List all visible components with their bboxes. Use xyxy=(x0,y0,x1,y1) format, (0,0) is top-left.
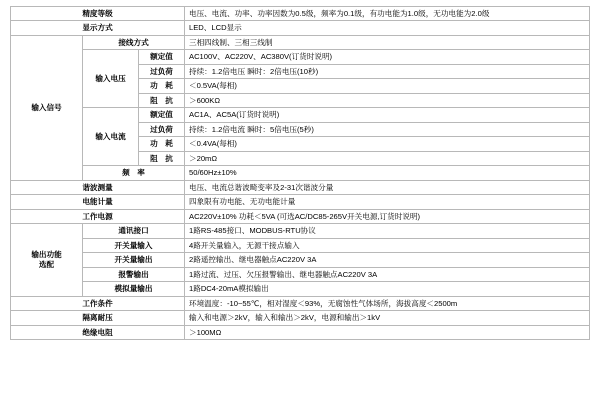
row-value-current-overload: 持续：1.2倍电流 瞬时：5倍电压(5秒) xyxy=(185,122,590,136)
row-label-energy-metering: 电能计量 xyxy=(11,195,185,209)
table-row xyxy=(11,7,590,21)
row-value-analog-output: 1路DC4-20mA模拟输出 xyxy=(185,282,590,296)
row-value-voltage-consumption: ＜0.5VA(每相) xyxy=(185,79,590,93)
row-label-harmonic-measurement: 谐波测量 xyxy=(11,180,185,194)
row-label-input-signal: 输入信号 xyxy=(11,35,83,180)
row-value-voltage-impedance: ＞600KΩ xyxy=(185,93,590,107)
row-label-wiring-mode: 接线方式 xyxy=(83,35,185,49)
table-row xyxy=(11,195,590,209)
table-row xyxy=(11,166,590,180)
row-label-current-rated: 额定值 xyxy=(139,108,185,122)
row-value-frequency: 50/60Hz±10% xyxy=(185,166,590,180)
row-label-input-voltage: 输入电压 xyxy=(83,50,139,108)
table-row xyxy=(11,35,590,49)
table-row xyxy=(11,325,590,339)
row-value-working-conditions: 环境温度：-10~55℃，相对湿度＜93%，无腐蚀性气体场所，海拔高度＜2500m xyxy=(185,296,590,310)
row-label-accuracy-class: 精度等级 xyxy=(11,7,185,21)
table-row xyxy=(11,311,590,325)
row-value-display-mode: LED、LCD显示 xyxy=(185,21,590,35)
row-label-isolation-withstand-voltage: 隔离耐压 xyxy=(11,311,185,325)
row-label-input-current: 输入电流 xyxy=(83,108,139,166)
row-label-voltage-rated: 额定值 xyxy=(139,50,185,64)
row-value-insulation-resistance: ＞100MΩ xyxy=(185,325,590,339)
row-label-alarm-output: 报警输出 xyxy=(83,267,185,281)
row-label-insulation-resistance: 绝缘电阻 xyxy=(11,325,185,339)
table-row xyxy=(11,108,590,122)
row-label-frequency: 频 率 xyxy=(83,166,185,180)
row-label-analog-output: 模拟量输出 xyxy=(83,282,185,296)
row-value-current-consumption: ＜0.4VA(每相) xyxy=(185,137,590,151)
row-label-comm-interface: 通讯接口 xyxy=(83,224,185,238)
output-function-label-line1: 输出功能 xyxy=(31,250,62,260)
table-row xyxy=(11,296,590,310)
row-label-digital-input: 开关量输入 xyxy=(83,238,185,252)
row-label-working-power: 工作电源 xyxy=(11,209,185,223)
table-row xyxy=(11,238,590,252)
table-row xyxy=(11,209,590,223)
row-label-voltage-overload: 过负荷 xyxy=(139,64,185,78)
row-label-voltage-impedance: 阻 抗 xyxy=(139,93,185,107)
row-label-digital-output: 开关量输出 xyxy=(83,253,185,267)
row-value-working-power: AC220V±10% 功耗＜5VA (可选AC/DC85-265V开关电源,订货时说明) xyxy=(185,209,590,223)
table-row xyxy=(11,224,590,238)
row-value-voltage-rated: AC100V、AC220V、AC380V(订货时说明) xyxy=(185,50,590,64)
row-value-voltage-overload: 持续：1.2倍电压 瞬时：2倍电压(10秒) xyxy=(185,64,590,78)
row-label-output-function xyxy=(11,224,83,296)
row-label-voltage-consumption: 功 耗 xyxy=(139,79,185,93)
row-value-wiring-mode: 三相四线制、三相三线制 xyxy=(185,35,590,49)
row-label-current-consumption: 功 耗 xyxy=(139,137,185,151)
row-value-harmonic-measurement: 电压、电流总谐波畸变率及2-31次谐波分量 xyxy=(185,180,590,194)
row-value-alarm-output: 1路过流、过压、欠压报警输出、继电器触点AC220V 3A xyxy=(185,267,590,281)
row-value-energy-metering: 四象限有功电能、无功电能计量 xyxy=(185,195,590,209)
row-value-isolation-withstand-voltage: 输入和电源＞2kV，输入和输出＞2kV，电源和输出＞1kV xyxy=(185,311,590,325)
specification-table xyxy=(10,6,590,340)
row-value-digital-output: 2路遥控输出、继电器触点AC220V 3A xyxy=(185,253,590,267)
row-value-accuracy-class: 电压、电流、功率、功率因数为0.5级，频率为0.1级，有功电能为1.0级，无功电能为2.0级 xyxy=(185,7,590,21)
row-value-current-impedance: ＞20mΩ xyxy=(185,151,590,165)
table-row xyxy=(11,253,590,267)
row-value-comm-interface: 1路RS-485接口、MODBUS-RTU协议 xyxy=(185,224,590,238)
row-value-current-rated: AC1A、AC5A(订货时说明) xyxy=(185,108,590,122)
row-label-current-overload: 过负荷 xyxy=(139,122,185,136)
table-row xyxy=(11,180,590,194)
output-function-label-line2: 选配 xyxy=(38,259,55,269)
table-row xyxy=(11,282,590,296)
table-row xyxy=(11,50,590,64)
row-label-working-conditions: 工作条件 xyxy=(11,296,185,310)
row-value-digital-input: 4路开关量输入，无源干接点输入 xyxy=(185,238,590,252)
table-row xyxy=(11,267,590,281)
row-label-display-mode: 显示方式 xyxy=(11,21,185,35)
row-label-current-impedance: 阻 抗 xyxy=(139,151,185,165)
table-row xyxy=(11,21,590,35)
